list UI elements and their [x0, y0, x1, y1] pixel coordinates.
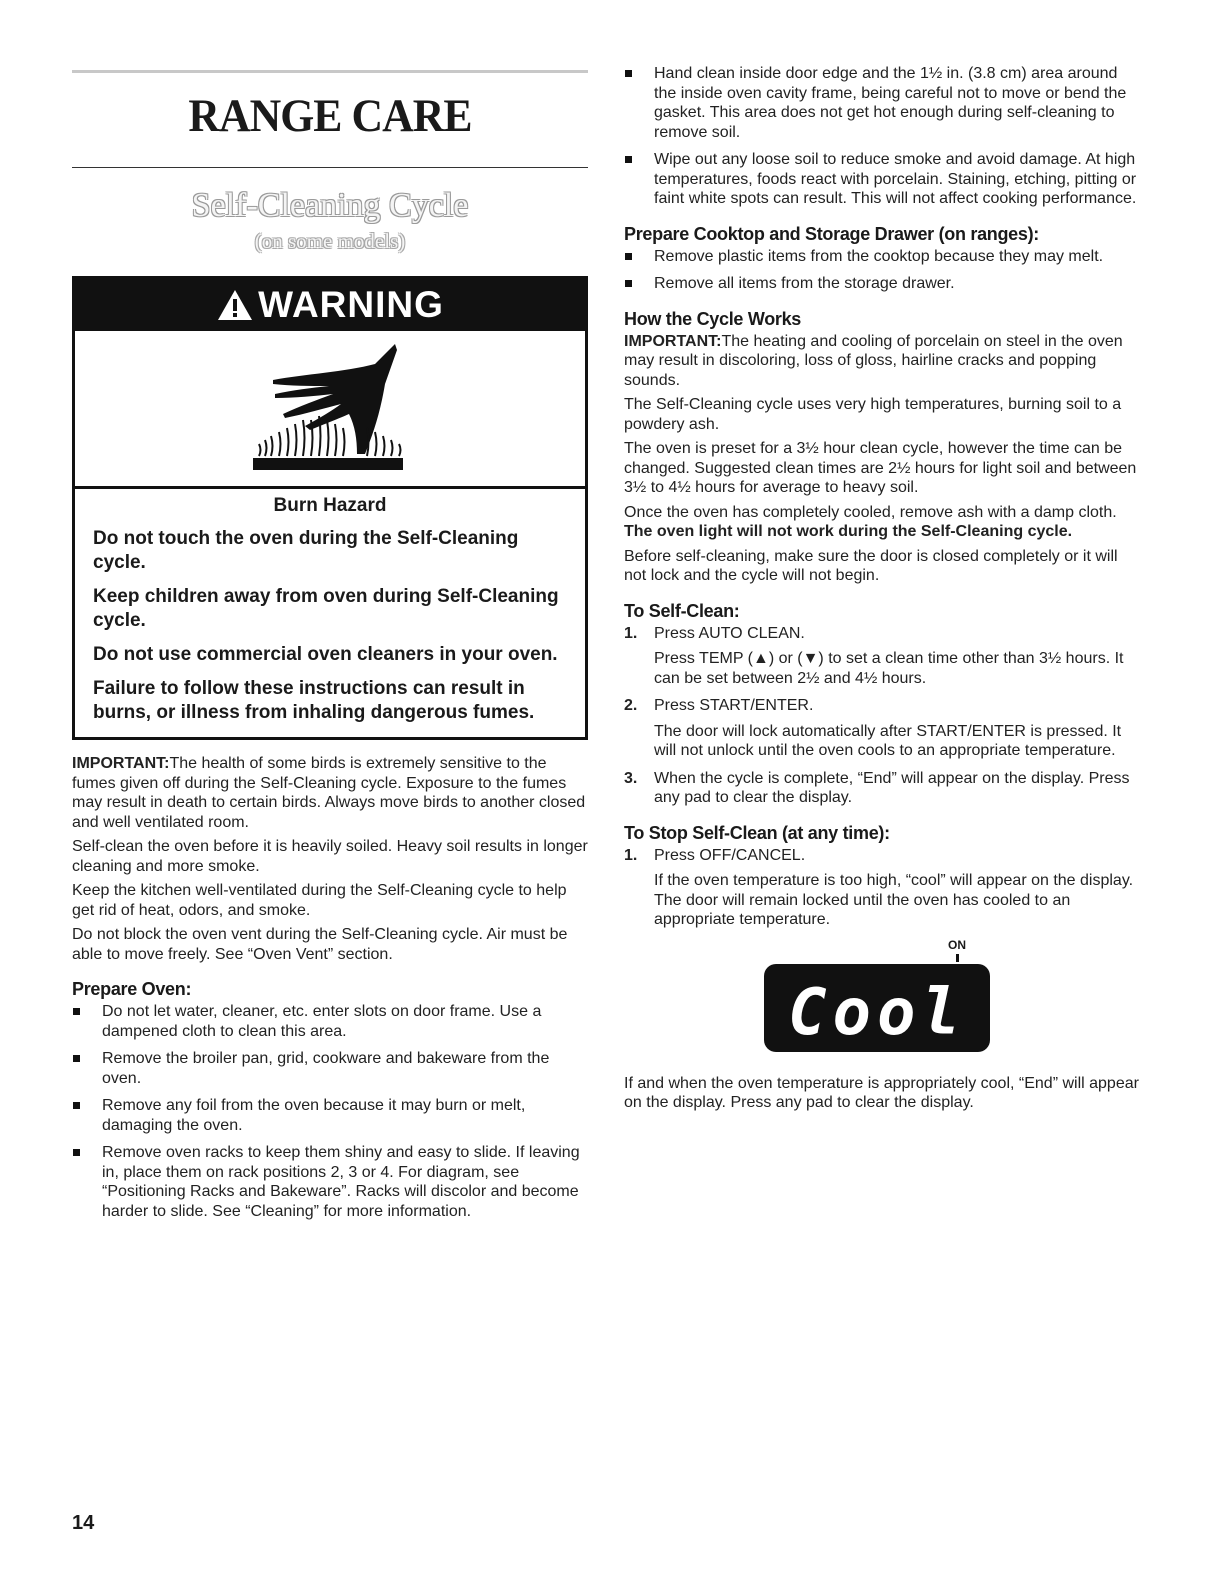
paragraph-emphasis: The oven light will not work during the Self-Cleaning cycle. — [624, 523, 1073, 540]
stop-self-clean-heading: To Stop Self-Clean (at any time): — [624, 822, 890, 843]
prepare-oven-heading: Prepare Oven: — [72, 979, 192, 999]
right-column — [624, 64, 1140, 1113]
cooktop-heading: Prepare Cooktop and Storage Drawer (on ranges): — [624, 223, 1039, 244]
display-on-label: ON — [948, 937, 966, 952]
section-subtitle: (on some models) — [254, 229, 406, 253]
warning-body — [75, 489, 585, 737]
warning-line: Failure to follow these instructions can result in burns, or illness from inhaling dangerous fumes. — [93, 678, 535, 723]
list-item: Remove all items from the storage drawer. — [624, 274, 1140, 294]
step-text: Press START/ENTER. — [654, 697, 814, 714]
oven-display-illustration — [764, 938, 990, 1052]
list-item: Remove oven racks to keep them shiny and easy to slide. If leaving in, place them on rack positions 2, 3 or 4. For diagram, see “Positioning Racks and Bakeware”. Racks will discolor and become harder to slide. See “Cleaning” for more information. — [72, 1143, 588, 1221]
step-item — [624, 696, 1140, 761]
list-item: Do not let water, cleaner, etc. enter slots on door frame. Use a dampened cloth to clean this area. — [72, 1002, 588, 1041]
step-text: Press AUTO CLEAN. — [654, 624, 805, 642]
step-item — [624, 769, 1140, 808]
warning-triangle-icon — [216, 288, 254, 322]
important-note — [72, 754, 588, 832]
how-cycle-works-body — [624, 332, 1140, 586]
paragraph: The oven is preset for a 3½ hour clean cycle, however the time can be changed. Suggested clean times are 2½ hours for light soil and between 3½ to 4½ hours for average to heavy soil. — [624, 440, 1137, 496]
prepare-oven-list — [72, 1002, 588, 1221]
final-note: If and when the oven temperature is appropriately cool, “End” will appear on the display. Press any pad to clear the display. — [624, 1074, 1139, 1111]
warning-line: Do not touch the oven during the Self-Cleaning cycle. — [93, 528, 519, 573]
warning-line: Keep children away from oven during Self-Cleaning cycle. — [93, 586, 559, 631]
top-divider — [72, 70, 588, 73]
step-detail: If the oven temperature is too high, “cool” will appear on the display. The door will remain locked until the oven has cooled to an appropriate temperature. — [654, 872, 1134, 928]
important-text: The heating and cooling of porcelain on steel in the oven may result in discoloring, loss of gloss, hairline cracks and popping sounds. — [624, 332, 1123, 389]
list-item: Remove the broiler pan, grid, cookware and bakeware from the oven. — [72, 1049, 588, 1088]
self-clean-heading: To Self-Clean: — [624, 600, 740, 621]
list-item: Remove plastic items from the cooktop because they may melt. — [624, 247, 1140, 267]
cooktop-list — [624, 247, 1140, 294]
paragraph: Self-clean the oven before it is heavily soiled. Heavy soil results in longer cleaning and more smoke. — [72, 838, 588, 875]
cool-readout — [764, 964, 990, 1052]
paragraph: Keep the kitchen well-ventilated during the Self-Cleaning cycle to help get rid of heat, odors, and smoke. — [72, 882, 567, 919]
step-item — [624, 846, 1140, 930]
important-note — [624, 332, 1140, 391]
display-screen — [764, 964, 990, 1052]
list-item: Remove any foil from the oven because it may burn or melt, damaging the oven. — [72, 1096, 588, 1135]
left-column — [72, 70, 588, 1229]
step-detail: The door will lock automatically after START/ENTER is pressed. It will not unlock until the oven cools to an appropriate temperature. — [654, 722, 1122, 759]
warning-illustration — [75, 331, 585, 489]
title-divider — [72, 167, 588, 168]
stop-steps — [624, 846, 1140, 930]
step-number: 1. — [624, 846, 638, 864]
step-detail: Press TEMP (▲) or (▼) to set a clean time other than 3½ hours. It can be set between 2½ and 4½ hours. — [654, 650, 1124, 687]
self-clean-steps — [624, 624, 1140, 808]
step-number: 1. — [624, 624, 638, 642]
important-label: IMPORTANT: — [72, 755, 170, 772]
step-number: 2. — [624, 697, 638, 714]
step-text: Press OFF/CANCEL. — [654, 846, 806, 864]
hazard-title: Burn Hazard — [273, 495, 387, 516]
warning-box — [72, 276, 588, 740]
step-item — [624, 624, 1140, 689]
left-body — [72, 754, 588, 964]
important-text: The health of some birds is extremely sensitive to the fumes given off during the Self-Cleaning cycle. Exposure to the fumes may result in death to certain birds. Always move birds to another closed and well ventilated room. — [72, 755, 586, 831]
important-label: IMPORTANT: — [624, 332, 722, 350]
page-number: 14 — [72, 1512, 95, 1534]
list-item: Wipe out any loose soil to reduce smoke and avoid damage. At high temperatures, foods react with porcelain. Staining, etching, pitting or faint white spots can result. This will not affect cooking performance. — [624, 150, 1140, 209]
how-cycle-works-heading: How the Cycle Works — [624, 308, 802, 329]
warning-header — [75, 279, 585, 331]
oven-prep-list — [624, 64, 1140, 209]
warning-title: WARNING — [258, 284, 444, 325]
paragraph: Before self-cleaning, make sure the door is closed completely or it will not lock and the cycle will not begin. — [624, 547, 1118, 584]
warning-line: Do not use commercial oven cleaners in your oven. — [93, 644, 558, 665]
display-readout: Cool — [787, 975, 967, 1050]
step-text: When the cycle is complete, “End” will appear on the display. Press any pad to clear the display. — [654, 769, 1130, 806]
paragraph — [624, 503, 1140, 542]
paragraph-text: Once the oven has completely cooled, remove ash with a damp cloth. — [624, 503, 1117, 521]
display-on-indicator — [956, 954, 959, 962]
paragraph: Do not block the oven vent during the Self-Cleaning cycle. Air must be able to move freely. See “Oven Vent” section. — [72, 926, 568, 963]
paragraph: The Self-Cleaning cycle uses very high temperatures, burning soil to a powdery ash. — [624, 396, 1122, 433]
section-title: Self-Cleaning Cycle — [191, 187, 469, 224]
page-title: RANGE CARE — [188, 90, 472, 142]
hot-surface-hand-icon — [245, 344, 415, 474]
list-item: Hand clean inside door edge and the 1½ in. (3.8 cm) area around the inside oven cavity frame, being careful not to move or bend the gasket. This area does not get hot enough during self-cleaning to remove soil. — [624, 64, 1140, 142]
step-number: 3. — [624, 769, 638, 787]
